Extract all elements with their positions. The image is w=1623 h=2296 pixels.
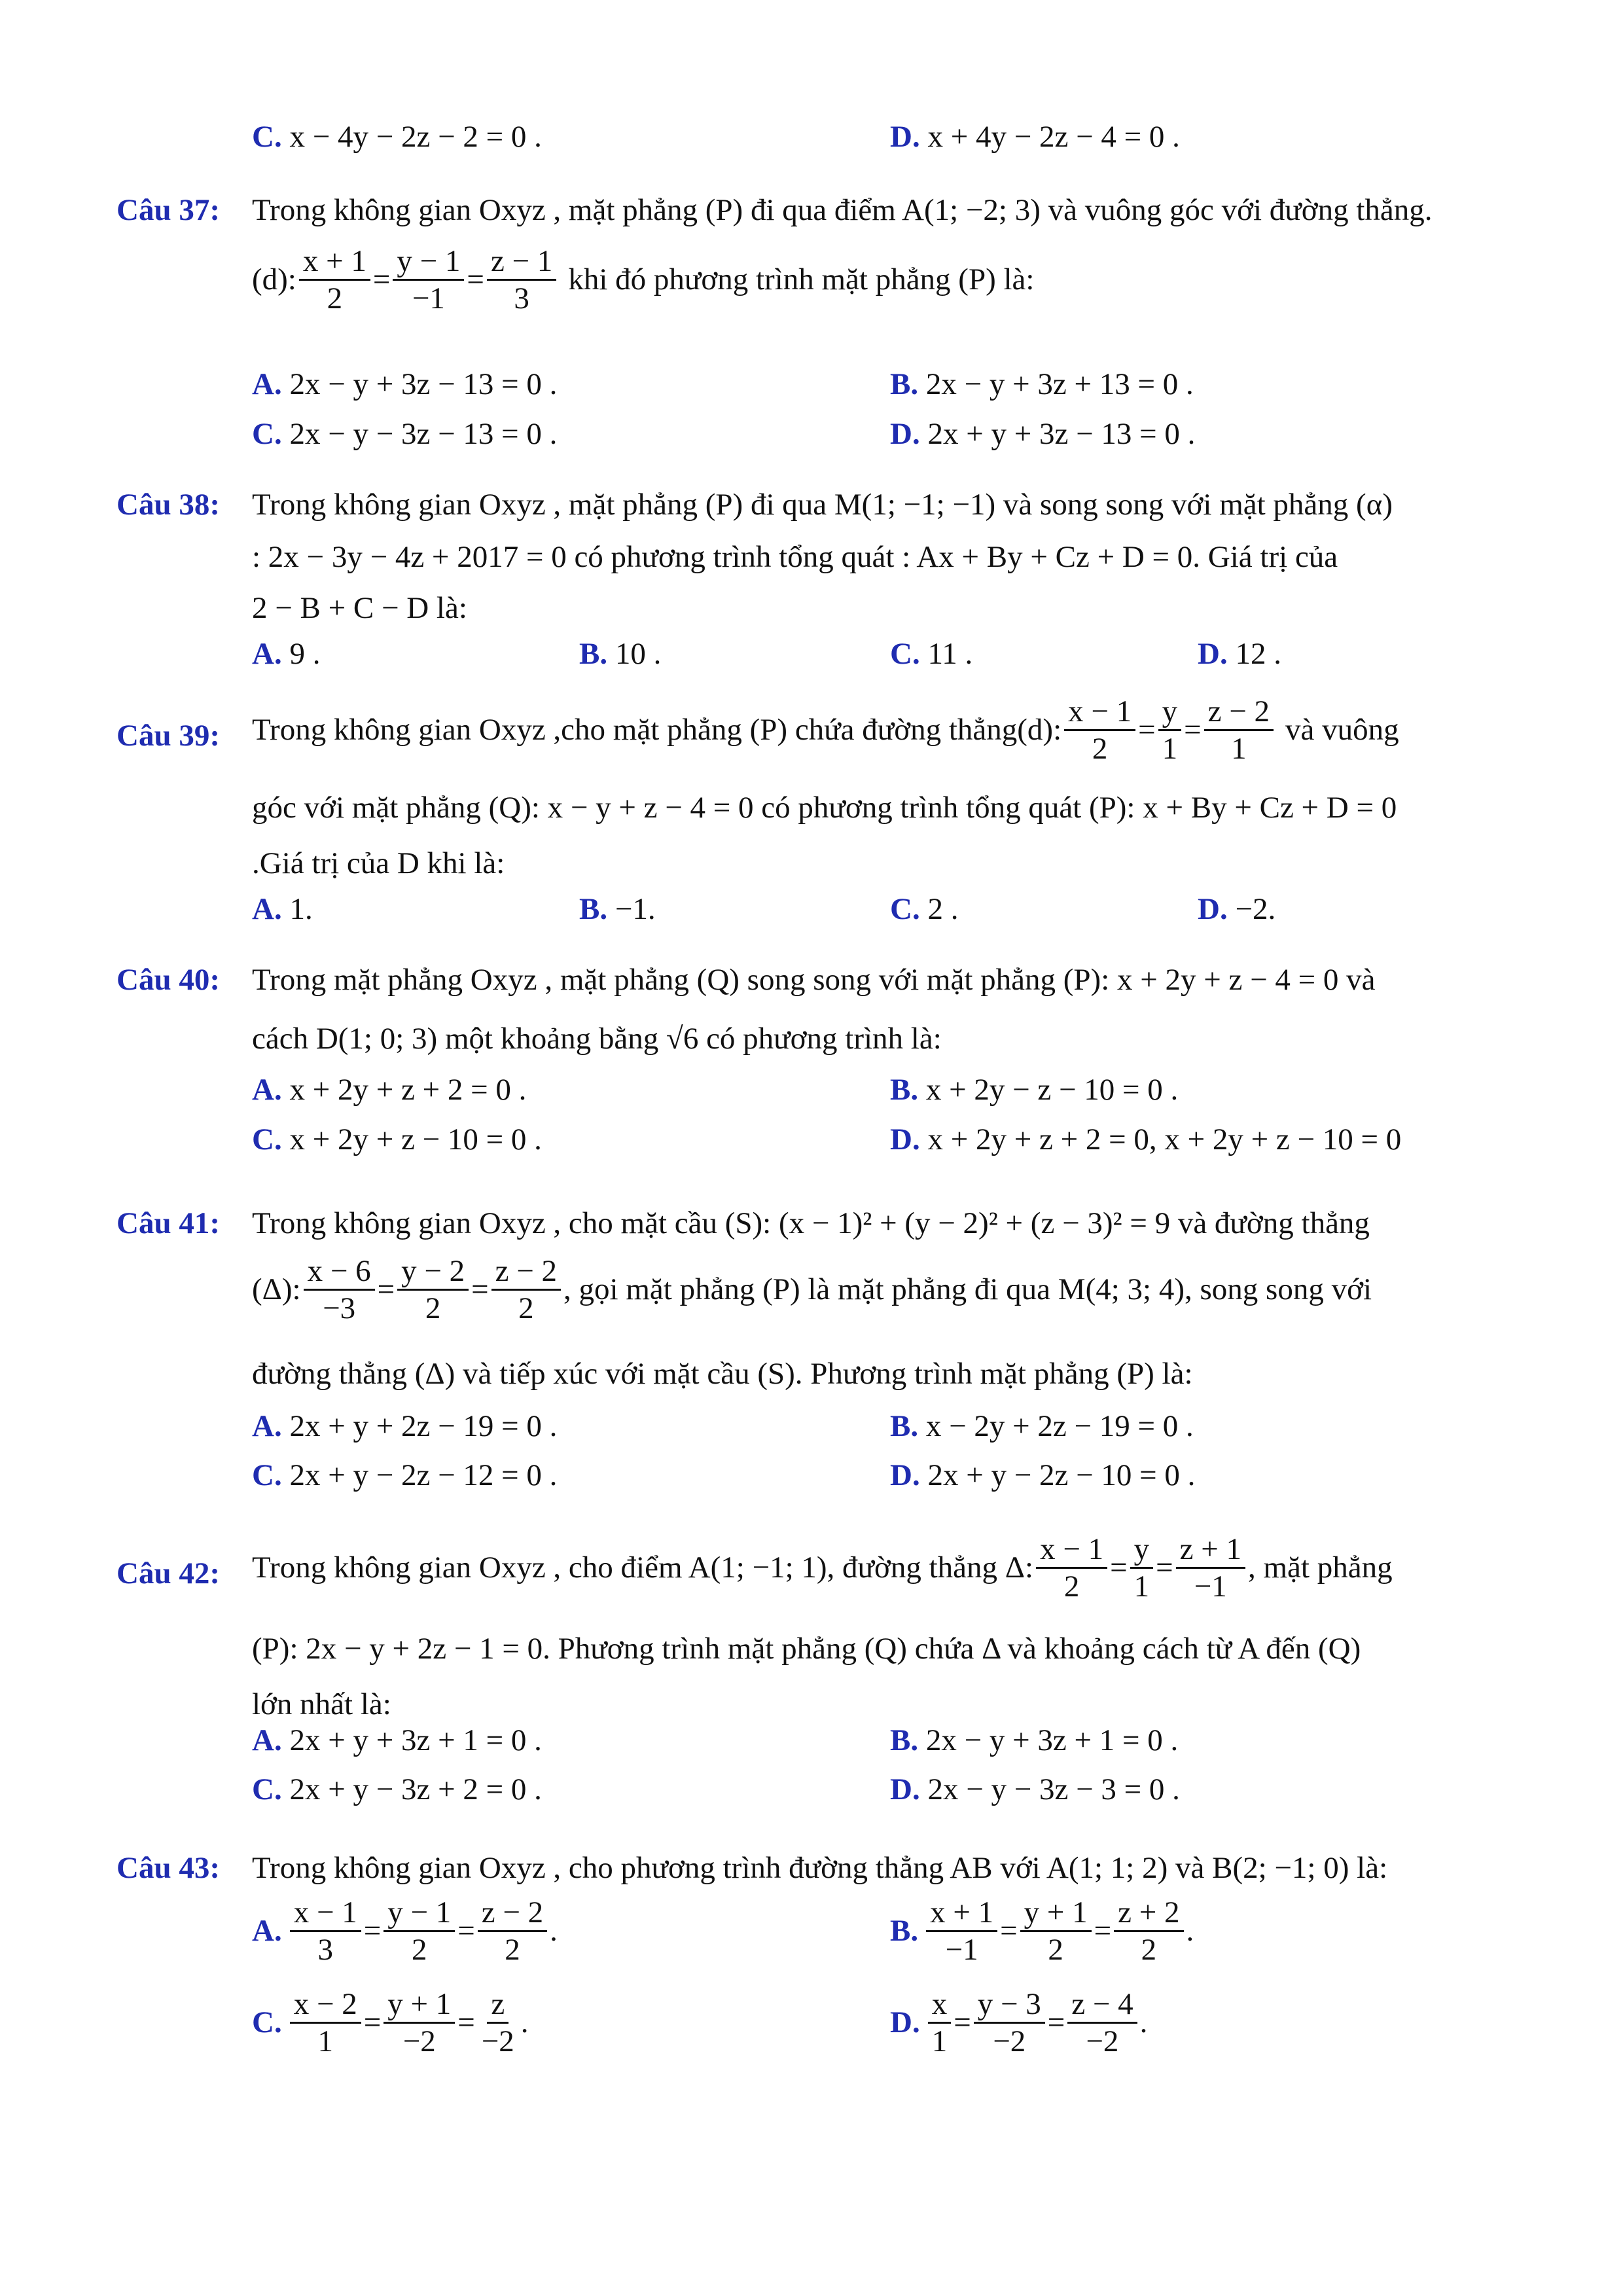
q39-option-a[interactable]: A. 1. (252, 892, 313, 926)
fraction: $\frac{x - 1}{2}$ (1064, 694, 1135, 766)
q42-option-a[interactable]: A. 2x + y + 3z + 1 = 0 . (252, 1723, 542, 1757)
fraction: $\frac{z - 2}{2}$ (491, 1253, 561, 1326)
q41-option-b[interactable]: B. x − 2y + 2z − 19 = 0 . (890, 1409, 1194, 1443)
q39-option-c[interactable]: C. 2 . (890, 892, 959, 926)
q41-option-d[interactable]: D. 2x + y − 2z − 10 = 0 . (890, 1458, 1196, 1492)
q42-option-b[interactable]: B. 2x − y + 3z + 1 = 0 . (890, 1723, 1179, 1757)
fraction: $\frac{y - 1}{-1}$ (393, 243, 464, 316)
q42-stem-line1: Trong không gian Oxyz , cho điểm A(1; −1; 1), đường thẳng Δ: $\frac{x - 1}{2}$ = $\frac{y}{1}$ = $\frac{z + 1}{-1}$ , mặt phẳng (252, 1532, 1393, 1604)
q37-option-d[interactable]: D. 2x + y + 3z − 13 = 0 . (890, 417, 1196, 451)
fraction: $\frac{y + 1}{-2}$ (383, 1986, 455, 2059)
q43-option-a[interactable]: A. $\frac{x - 1}{3}$ = $\frac{y - 1}{2}$ = $\frac{z - 2}{2}$ . (252, 1895, 558, 1967)
q39-option-b[interactable]: B. −1. (579, 892, 656, 926)
fraction: $\frac{x}{1}$ (928, 1986, 952, 2059)
fraction: $\frac{z - 2}{1}$ (1204, 694, 1274, 766)
fraction: $\frac{z - 4}{-2}$ (1067, 1986, 1137, 2059)
fraction: $\frac{z + 1}{-1}$ (1176, 1532, 1245, 1604)
q38-option-a[interactable]: A. 9 . (252, 637, 321, 671)
q42-stem-line2: (P): 2x − y + 2z − 1 = 0. Phương trình mặt phẳng (Q) chứa Δ và khoảng cách từ A đến (Q) (252, 1632, 1361, 1666)
q42-stem-line3: lớn nhất là: (252, 1687, 391, 1721)
option-text: x − 4y − 2z − 2 = 0 . (289, 120, 542, 154)
q39-stem-line2: góc với mặt phẳng (Q): x − y + z − 4 = 0 có phương trình tổng quát (P): x + By + Cz + D = 0 (252, 791, 1397, 825)
stem-text: Trong không gian Oxyz ,cho mặt phẳng (P) chứa đường thẳng(d): (252, 713, 1062, 747)
fraction: $\frac{x + 1}{-1}$ (926, 1895, 997, 1967)
q43-option-c[interactable]: C. $\frac{x - 2}{1}$ = $\frac{y + 1}{-2}$ = $\frac{z}{-2}$ . (252, 1987, 529, 2059)
fraction: $\frac{x - 1}{3}$ (290, 1895, 361, 1967)
q42-option-c[interactable]: C. 2x + y − 3z + 2 = 0 . (252, 1772, 542, 1806)
q41-option-a[interactable]: A. 2x + y + 2z − 19 = 0 . (252, 1409, 558, 1443)
q41-stem-line1: Trong không gian Oxyz , cho mặt cầu (S): (x − 1)² + (y − 2)² + (z − 3)² = 9 và đường thẳng (252, 1206, 1370, 1240)
q39-label: Câu 39: (116, 719, 220, 753)
q43-stem-line1: Trong không gian Oxyz , cho phương trình đường thẳng AB với A(1; 1; 2) và B(2; −1; 0) là: (252, 1851, 1388, 1885)
q41-label: Câu 41: (116, 1206, 220, 1240)
fraction: $\frac{z + 2}{2}$ (1114, 1895, 1183, 1967)
stem-text: Trong không gian Oxyz , cho điểm A(1; −1; 1), đường thẳng Δ: (252, 1551, 1034, 1585)
fraction: $\frac{x - 6}{-3}$ (304, 1253, 375, 1326)
q39-stem-line1: Trong không gian Oxyz ,cho mặt phẳng (P) chứa đường thẳng(d): $\frac{x - 1}{2}$ = $\frac{y}{1}$ = $\frac{z - 2}{1}$ và vuông (252, 694, 1399, 766)
fraction: $\frac{y - 3}{-2}$ (974, 1986, 1045, 2059)
q37-stem-line2: (d): $\frac{x + 1}{2}$ = $\frac{y - 1}{-1}$ = $\frac{z - 1}{3}$ khi đó phương trình mặt phẳng (P) là: (252, 244, 1035, 316)
option-label: D. (890, 120, 920, 154)
fraction: $\frac{y - 2}{2}$ (397, 1253, 469, 1326)
fraction: $\frac{y - 1}{2}$ (383, 1895, 455, 1967)
q42-label: Câu 42: (116, 1556, 220, 1590)
q40-stem-line1: Trong mặt phẳng Oxyz , mặt phẳng (Q) song song với mặt phẳng (P): x + 2y + z − 4 = 0 và (252, 963, 1376, 997)
q43-option-d[interactable]: D. $\frac{x}{1}$ = $\frac{y - 3}{-2}$ = $\frac{z - 4}{-2}$ . (890, 1987, 1148, 2059)
q37-option-c[interactable]: C. 2x − y − 3z − 13 = 0 . (252, 417, 558, 451)
q36-option-c[interactable] (252, 118, 542, 156)
q37-option-b[interactable]: B. 2x − y + 3z + 13 = 0 . (890, 367, 1194, 401)
q37-label: Câu 37: (116, 193, 220, 227)
q43-label: Câu 43: (116, 1851, 220, 1885)
stem-text: khi đó phương trình mặt phẳng (P) là: (568, 262, 1035, 297)
q40-option-a[interactable]: A. x + 2y + z + 2 = 0 . (252, 1073, 527, 1107)
option-label: C. (252, 120, 282, 154)
q39-stem-line3: .Giá trị của D khi là: (252, 846, 505, 880)
fraction: $\frac{z}{-2}$ (481, 1987, 514, 2059)
q38-stem-line1: Trong không gian Oxyz , mặt phẳng (P) đi qua M(1; −1; −1) và song song với mặt phẳng (α) (252, 488, 1393, 522)
stem-text: , gọi mặt phẳng (P) là mặt phẳng đi qua M(4; 3; 4), song song với (563, 1272, 1372, 1307)
fraction: $\frac{z - 1}{3}$ (487, 243, 556, 316)
fraction: $\frac{y + 1}{2}$ (1020, 1895, 1092, 1967)
fraction: $\frac{y}{1}$ (1130, 1532, 1154, 1604)
fraction: $\frac{y}{1}$ (1158, 694, 1182, 766)
q40-option-b[interactable]: B. x + 2y − z − 10 = 0 . (890, 1073, 1179, 1107)
q41-stem-line3: đường thẳng (Δ) và tiếp xúc với mặt cầu (S). Phương trình mặt phẳng (P) là: (252, 1357, 1193, 1391)
stem-text: và vuông (1285, 713, 1399, 747)
q41-stem-line2: (Δ): $\frac{x - 6}{-3}$ = $\frac{y - 2}{2}$ = $\frac{z - 2}{2}$ , gọi mặt phẳng (P) là mặt phẳng đi qua M(4; 3; 4), song song với (252, 1254, 1372, 1326)
q41-option-c[interactable]: C. 2x + y − 2z − 12 = 0 . (252, 1458, 558, 1492)
option-text: x + 4y − 2z − 4 = 0 . (927, 120, 1180, 154)
q38-stem-line2: : 2x − 3y − 4z + 2017 = 0 có phương trình tổng quát : Ax + By + Cz + D = 0. Giá trị của (252, 540, 1338, 574)
stem-text: , mặt phẳng (1248, 1551, 1393, 1585)
line-label: (d): (252, 262, 296, 297)
q39-option-d[interactable]: D. −2. (1198, 892, 1276, 926)
q40-label: Câu 40: (116, 963, 220, 997)
q38-option-b[interactable]: B. 10 . (579, 637, 662, 671)
q38-option-c[interactable]: C. 11 . (890, 637, 973, 671)
q36-option-d[interactable] (890, 118, 1180, 156)
q40-option-c[interactable]: C. x + 2y + z − 10 = 0 . (252, 1122, 542, 1157)
q38-stem-line3: 2 − B + C − D là: (252, 591, 467, 625)
fraction: $\frac{z - 2}{2}$ (478, 1895, 547, 1967)
q38-label: Câu 38: (116, 488, 220, 522)
q37-option-a[interactable]: A. 2x − y + 3z − 13 = 0 . (252, 367, 558, 401)
q38-option-d[interactable]: D. 12 . (1198, 637, 1281, 671)
fraction: $\frac{x - 1}{2}$ (1036, 1532, 1107, 1604)
q43-option-b[interactable]: B. $\frac{x + 1}{-1}$ = $\frac{y + 1}{2}$ = $\frac{z + 2}{2}$ . (890, 1895, 1194, 1967)
fraction: $\frac{x + 1}{2}$ (299, 243, 370, 316)
q37-stem-line1: Trong không gian Oxyz , mặt phẳng (P) đi qua điểm A(1; −2; 3) và vuông góc với đường thẳng. (252, 193, 1433, 227)
fraction: $\frac{x - 2}{1}$ (290, 1986, 361, 2059)
line-label: (Δ): (252, 1272, 301, 1307)
q40-option-d[interactable]: D. x + 2y + z + 2 = 0, x + 2y + z − 10 = 0 (890, 1122, 1402, 1157)
q40-stem-line2: cách D(1; 0; 3) một khoảng bằng √6 có phương trình là: (252, 1022, 942, 1056)
q42-option-d[interactable]: D. 2x − y − 3z − 3 = 0 . (890, 1772, 1180, 1806)
